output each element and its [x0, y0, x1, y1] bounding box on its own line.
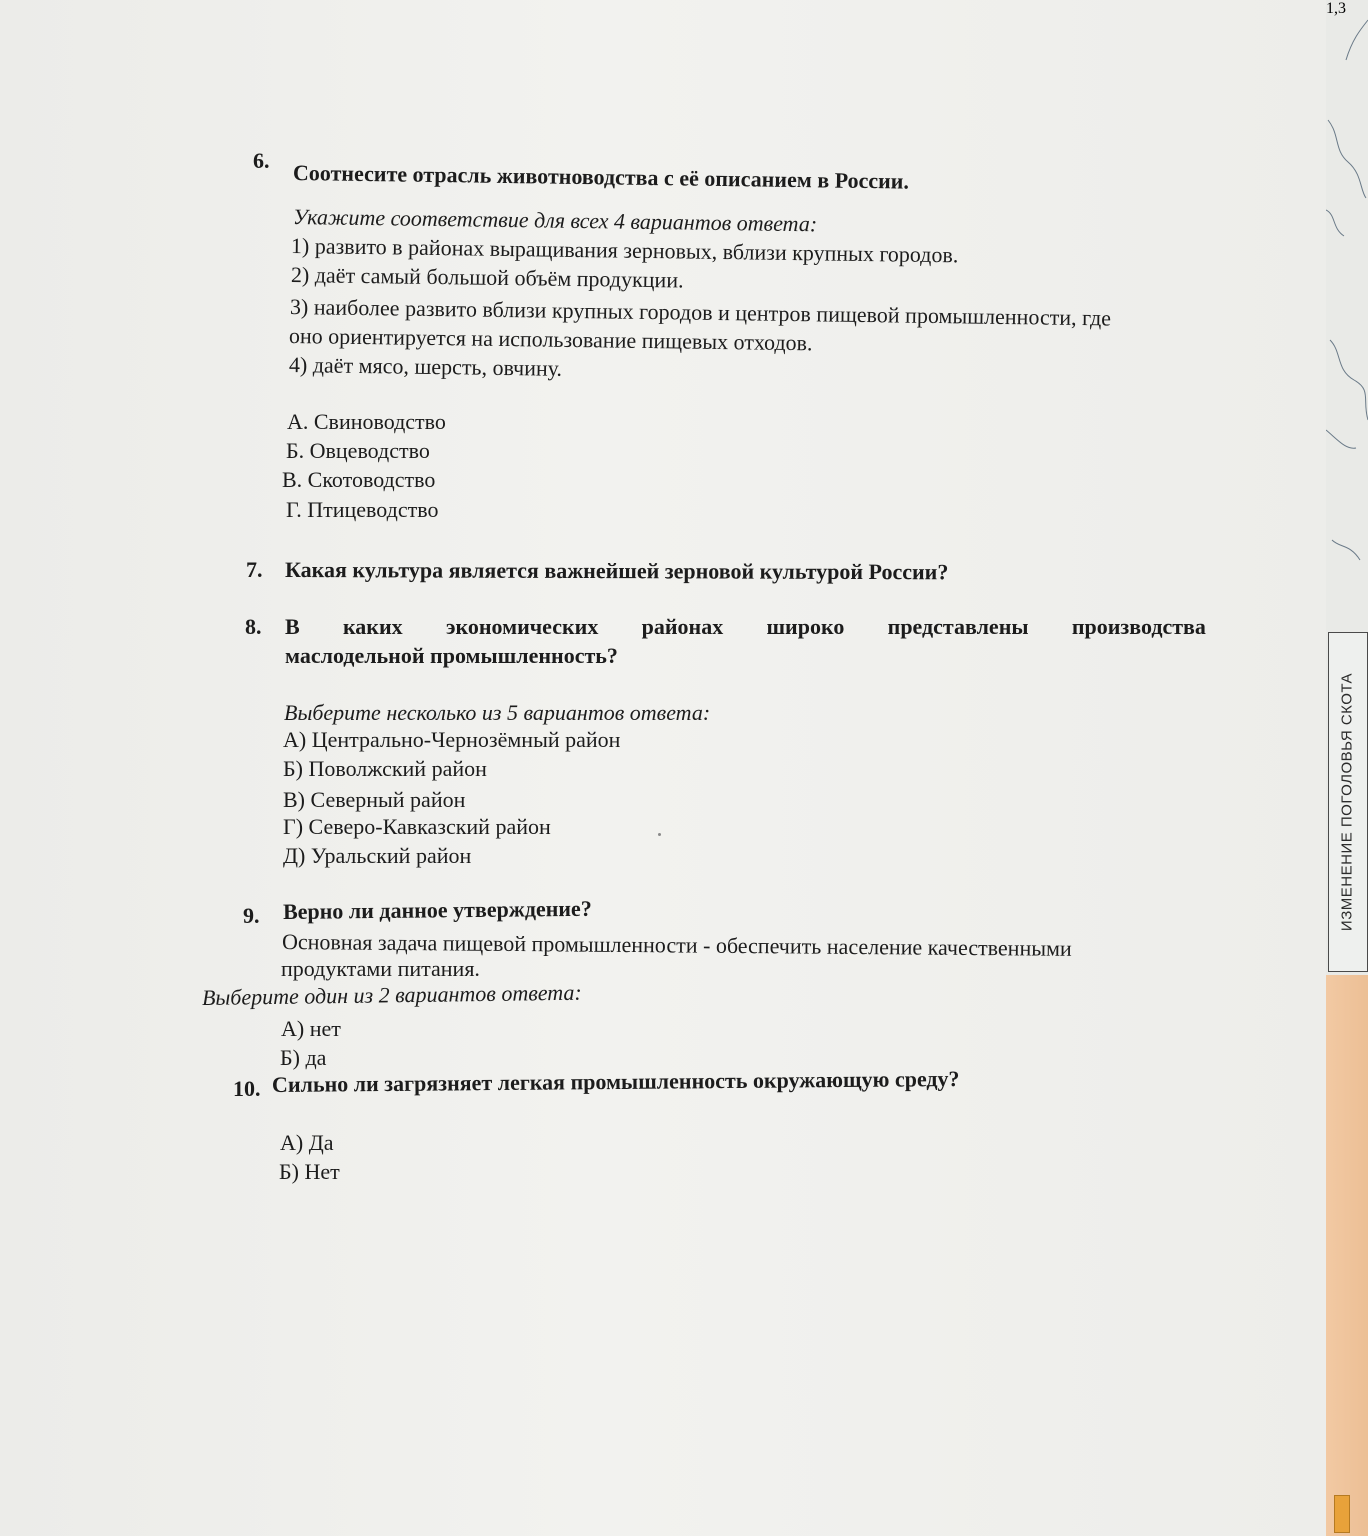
q9-statement-line2: продуктами питания. [281, 956, 480, 981]
q6-title: Соотнесите отрасль животноводства с её описанием в России. [292, 160, 910, 194]
paper-speck [658, 833, 661, 836]
q10-option-b: Б) Нет [279, 1159, 340, 1184]
q8-title-line2: маслодельной промышленность? [285, 643, 618, 668]
q8-option-b: Б) Поволжский район [283, 756, 487, 781]
side-map-page [1326, 0, 1368, 1536]
q10-option-a: А) Да [280, 1130, 334, 1155]
q10-title: Сильно ли загрязняет легкая промышленность окружающую среду? [271, 1066, 960, 1097]
q6-number: 6. [253, 148, 270, 173]
q8-word-3: экономических [445, 614, 599, 639]
q7-title: Какая культура является важнейшей зерновой культурой России? [284, 557, 949, 585]
q6-option-b: Б. Овцеводство [286, 438, 430, 463]
legend-swatch [1334, 1495, 1350, 1533]
q8-word-5: широко [766, 614, 845, 639]
q8-option-a: А) Центрально-Чернозёмный район [283, 727, 621, 752]
q6-statement-4: 4) даёт мясо, шерсть, овчину. [288, 352, 563, 381]
q6-statement-2: 2) даёт самый большой объём продукции. [290, 262, 684, 293]
q8-option-v: В) Северный район [283, 787, 466, 812]
q8-number: 8. [245, 614, 262, 639]
legend-scale-value: 1,3 [1326, 0, 1346, 17]
q8-option-g: Г) Северо-Кавказский район [283, 814, 551, 839]
q7-number: 7. [246, 557, 263, 582]
side-map-legend-area [1326, 975, 1368, 1536]
q8-word-1: В [285, 614, 300, 639]
q8-title-line1 [285, 614, 1206, 640]
side-map-title: ИЗМЕНЕНИЕ ПОГОЛОВЬЯ СКОТА [1338, 672, 1356, 932]
q6-option-a: А. Свиноводство [287, 409, 446, 434]
q6-statement-3: 3) наиболее развито вблизи крупных городов и центров пищевой промышленности, где [289, 294, 1112, 331]
q9-number: 9. [243, 903, 260, 928]
q6-statement-3-cont: оно ориентируется на использование пищевых отходов. [288, 323, 813, 356]
q9-instruction: Выберите один из 2 вариантов ответа: [201, 979, 582, 1010]
q8-word-7: производства [1071, 614, 1206, 639]
q9-option-a: А) нет [281, 1016, 341, 1041]
q8-instruction: Выберите несколько из 5 вариантов ответа: [284, 700, 711, 725]
q9-title: Верно ли данное утверждение? [282, 895, 592, 924]
q6-option-v: В. Скотоводство [282, 467, 436, 492]
q8-option-d: Д) Уральский район [283, 843, 472, 868]
q9-statement-line1: Основная задача пищевой промышленности - обеспечить население качественными [281, 929, 1072, 961]
q10-number: 10. [233, 1076, 261, 1101]
q8-word-6: представлены [887, 614, 1029, 639]
q6-option-g: Г. Птицеводство [286, 497, 439, 522]
q6-instruction: Укажите соответствие для всех 4 вариантов ответа: [292, 204, 818, 237]
q9-option-b: Б) да [280, 1045, 327, 1070]
q6-statement-1: 1) развито в районах выращивания зерновых, вблизи крупных городов. [290, 233, 959, 268]
q8-word-4: районах [641, 614, 724, 639]
q8-word-2: каких [342, 614, 403, 639]
